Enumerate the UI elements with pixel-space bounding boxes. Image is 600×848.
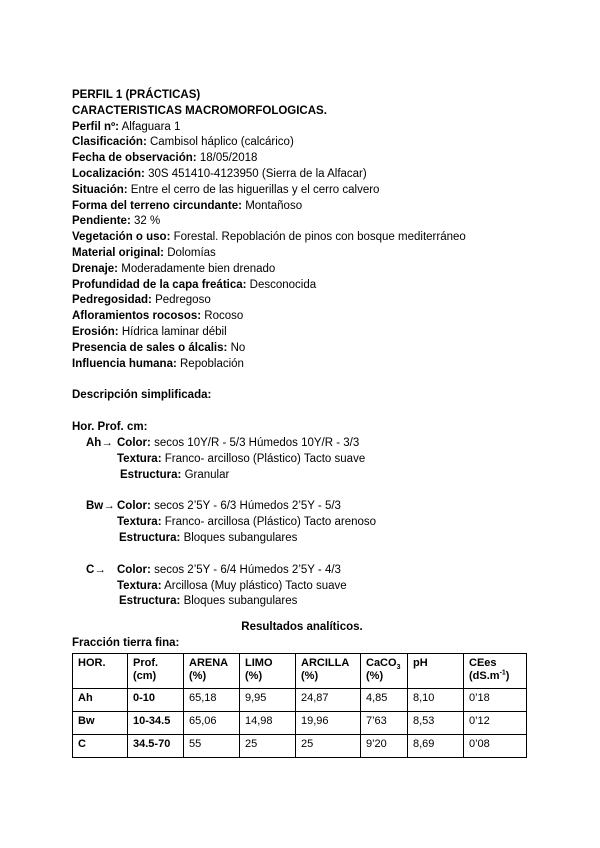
horizon-descriptions bbox=[72, 436, 532, 610]
horizon-texture: Textura: Franco- arcillosa (Plástico) Tacto arenoso bbox=[117, 516, 377, 529]
horizon-structure: Estructura: Granular bbox=[120, 468, 230, 481]
table-cell: 34.5-70 bbox=[128, 734, 184, 757]
field-value: No bbox=[230, 341, 246, 354]
table-cell: 24,87 bbox=[296, 688, 361, 711]
table-cell: 8,53 bbox=[408, 711, 464, 734]
table-row bbox=[73, 711, 527, 734]
header-prof: Prof. (cm) bbox=[128, 653, 184, 688]
field-value: Montañoso bbox=[245, 199, 303, 212]
horizon-texture: Textura: Franco- arcilloso (Plástico) Tacto suave bbox=[117, 452, 366, 465]
field-label: Fecha de observación: bbox=[72, 152, 197, 165]
table-cell: Bw bbox=[73, 711, 128, 734]
field-label: Clasificación: bbox=[72, 136, 147, 149]
profile-fields bbox=[72, 120, 532, 373]
table-row bbox=[73, 734, 527, 757]
field-value: Forestal. Repoblación de pinos con bosque mediterráneo bbox=[173, 231, 466, 244]
field-value: Alfaguara 1 bbox=[121, 120, 181, 133]
header-ph: pH bbox=[408, 653, 464, 688]
field-label: Pedregosidad: bbox=[72, 294, 152, 307]
field-value: Pedregoso bbox=[155, 294, 211, 307]
field-value: 30S 451410-4123950 (Sierra de la Alfacar) bbox=[148, 167, 367, 180]
horizon-structure: Estructura: Bloques subangulares bbox=[119, 531, 298, 544]
field-row bbox=[72, 167, 532, 183]
field-label: Afloramientos rocosos: bbox=[72, 310, 202, 323]
horizon-block bbox=[72, 436, 532, 483]
field-row bbox=[72, 183, 532, 199]
field-label: Material original: bbox=[72, 246, 165, 259]
description-heading: Descripción simplificada: bbox=[72, 389, 212, 402]
horizon-color: Color: secos 2’5Y - 6/3 Húmedos 2’5Y - 5/3 bbox=[117, 500, 341, 513]
field-value: 18/05/2018 bbox=[199, 152, 258, 165]
table-cell: Ah bbox=[73, 688, 128, 711]
field-value: Desconocida bbox=[249, 278, 317, 291]
horizon-color: Color: secos 10Y/R - 5/3 Húmedos 10Y/R - 3/3 bbox=[117, 436, 360, 449]
horizon-code: Bw→ bbox=[86, 500, 115, 513]
table-cell: 8,69 bbox=[408, 734, 464, 757]
table-cell: 55 bbox=[184, 734, 240, 757]
table-cell: 10-34.5 bbox=[128, 711, 184, 734]
table-cell: 65,06 bbox=[184, 711, 240, 734]
field-row bbox=[72, 230, 532, 246]
horizon-block bbox=[72, 563, 532, 610]
table-cell: 9,95 bbox=[240, 688, 296, 711]
table-cell: 0’08 bbox=[464, 734, 527, 757]
horizon-code: Ah→ bbox=[86, 436, 113, 449]
header-limo: LIMO (%) bbox=[240, 653, 296, 688]
horizon-structure: Estructura: Bloques subangulares bbox=[119, 595, 298, 608]
field-label: Drenaje: bbox=[72, 262, 119, 275]
results-table bbox=[72, 653, 527, 758]
horizon-code: C→ bbox=[86, 563, 106, 576]
header-cees: CEes $(dS.m^{-1})$ bbox=[464, 653, 527, 688]
header-caco3: CaCO$_3$ (%) bbox=[361, 653, 408, 688]
field-label: Profundidad de la capa freática: bbox=[72, 278, 247, 291]
table-cell: 0-10 bbox=[128, 688, 184, 711]
field-label: Presencia de sales o álcalis: bbox=[72, 341, 228, 354]
table-cell: 0’18 bbox=[464, 688, 527, 711]
header-arcilla: ARCILLA (%) bbox=[296, 653, 361, 688]
field-row bbox=[72, 325, 532, 341]
field-row bbox=[72, 135, 532, 151]
fraction-heading: Fracción tierra fina: bbox=[72, 636, 180, 649]
document-title: PERFIL 1 (PRÁCTICAS) bbox=[72, 89, 201, 101]
field-row bbox=[72, 120, 532, 136]
field-row bbox=[72, 357, 532, 373]
field-row bbox=[72, 262, 532, 278]
field-label: Erosión: bbox=[72, 325, 119, 338]
field-label: Forma del terreno circundante: bbox=[72, 199, 242, 212]
field-value: Rocoso bbox=[204, 310, 244, 323]
table-cell: 25 bbox=[296, 734, 361, 757]
field-value: Hídrica laminar débil bbox=[121, 325, 227, 338]
header-arena: ARENA (%) bbox=[184, 653, 240, 688]
horizon-block bbox=[72, 499, 532, 546]
horizon-texture: Textura: Arcillosa (Muy plástico) Tacto suave bbox=[117, 579, 347, 592]
field-row bbox=[72, 341, 532, 357]
field-label: Situación: bbox=[72, 183, 128, 196]
field-row bbox=[72, 293, 532, 309]
field-value: Entre el cerro de las higuerillas y el cerro calvero bbox=[130, 183, 380, 196]
field-value: Repoblación bbox=[180, 357, 244, 370]
table-cell: 0’12 bbox=[464, 711, 527, 734]
field-label: Pendiente: bbox=[72, 215, 131, 228]
field-value: Cambisol háplico (calcárico) bbox=[149, 136, 294, 149]
field-label: Influencia humana: bbox=[72, 357, 177, 370]
document-subtitle: CARACTERISTICAS MACROMORFOLOGICAS. bbox=[72, 104, 327, 117]
field-row bbox=[72, 151, 532, 167]
table-cell: 7’63 bbox=[361, 711, 408, 734]
field-row bbox=[72, 309, 532, 325]
horizon-color: Color: secos 2’5Y - 6/4 Húmedos 2’5Y - 4/3 bbox=[117, 563, 341, 576]
results-heading: Resultados analíticos. bbox=[241, 621, 363, 634]
table-row bbox=[73, 688, 527, 711]
field-row bbox=[72, 246, 532, 262]
table-cell: 65,18 bbox=[184, 688, 240, 711]
field-label: Perfil nº: bbox=[72, 120, 120, 133]
table-cell: 25 bbox=[240, 734, 296, 757]
table-cell: 14,98 bbox=[240, 711, 296, 734]
field-value: Moderadamente bien drenado bbox=[121, 262, 276, 275]
header-hor: HOR. bbox=[73, 653, 128, 688]
table-header-row bbox=[73, 653, 527, 688]
field-row bbox=[72, 278, 532, 294]
field-value: Dolomías bbox=[167, 246, 216, 259]
field-value: 32 % bbox=[134, 215, 161, 228]
table-cell: C bbox=[73, 734, 128, 757]
field-label: Localización: bbox=[72, 167, 145, 180]
field-row bbox=[72, 199, 532, 215]
document-page bbox=[72, 88, 532, 758]
field-label: Vegetación o uso: bbox=[72, 231, 171, 244]
table-cell: 19,96 bbox=[296, 711, 361, 734]
horizon-heading: Hor. Prof. cm: bbox=[72, 421, 148, 434]
table-cell: 8,10 bbox=[408, 688, 464, 711]
table-cell: 9’20 bbox=[361, 734, 408, 757]
field-row bbox=[72, 214, 532, 230]
table-cell: 4,85 bbox=[361, 688, 408, 711]
